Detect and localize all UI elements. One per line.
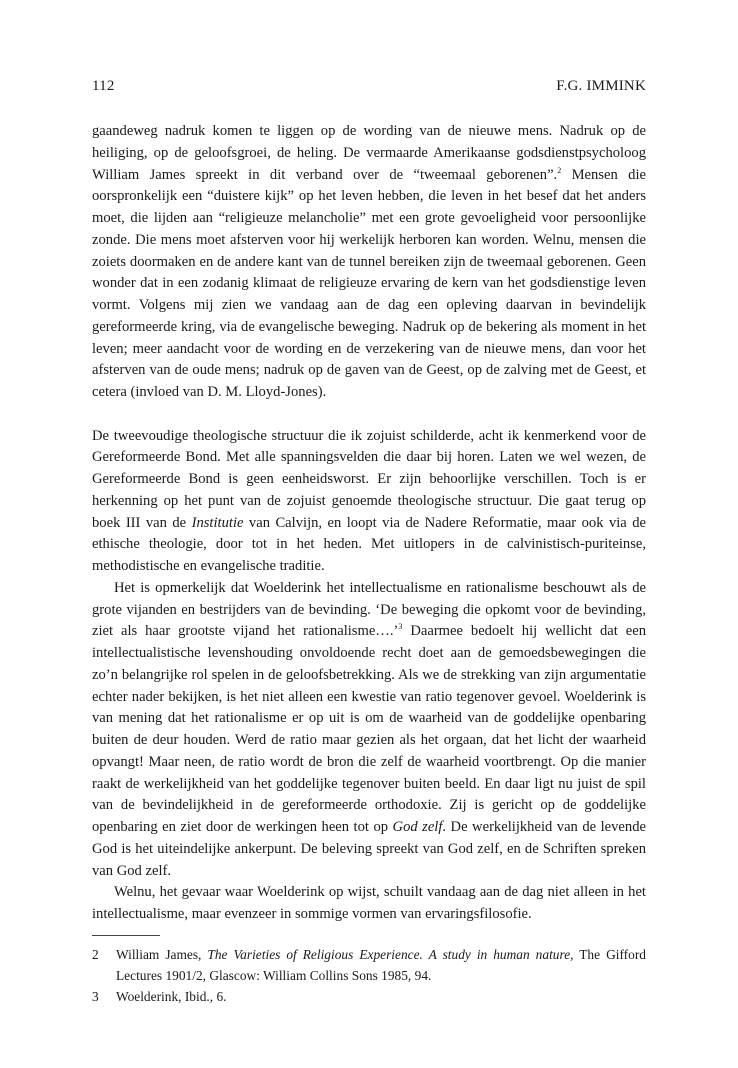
footnote-ref-3[interactable]: 3	[398, 622, 403, 632]
footnote-ref-2[interactable]: 2	[557, 165, 562, 175]
footnote-number: 3	[92, 989, 99, 1004]
italic-term: God zelf	[392, 819, 443, 835]
footnote-text: Woelderink, Ibid., 6.	[116, 989, 227, 1004]
running-head-author: F.G. IMMINK	[556, 78, 646, 94]
running-header	[92, 78, 646, 95]
body-text	[92, 121, 646, 926]
footnote-3	[92, 986, 646, 1007]
footnote-2	[92, 944, 646, 986]
footnote-text: William James, The Varieties of Religious Experience. A study in human nature, The Gifford Lectures 1901/2, Glascow: William Collins Sons 1985, 94.	[116, 947, 646, 983]
italic-term: Institutie	[191, 514, 244, 531]
footnote-number: 2	[92, 947, 99, 962]
footnote-separator	[92, 935, 160, 936]
footnotes	[92, 944, 646, 1007]
paragraph-2: De tweevoudige theologische structuur die ik zojuist schilderde, acht ik kenmerkend voor de Gereformeerde Bond. Met alle spanningsvelden die daar bij horen. Laten we wel wezen, de Gereformeerde Bond is geen eenheidsworst. Er zijn behoorlijke verschillen. Toch is er herkenning op het punt van de zojuist genoemde theologische structuur. Die gaat terug op boek III van de Institutie van Calvijn, en loopt via de Nadere Reformatie, maar ook via de ethische theologie, door tot in het heden. Met uitlopers in de calvinistisch-puriteinse, methodistische en evangelische traditie.	[92, 427, 646, 574]
page-number: 112	[92, 78, 115, 94]
paragraph-3: Het is opmerkelijk dat Woelderink het intellectualisme en rationalisme beschouwt als de grote vijanden en bestrijders van de bevinding. ‘De beweging die opkomt voor de bevinding, ziet als haar grootste vijand het rationalisme….’$^3$ Daarmee bedoelt hij wellicht dat een intellectualistische levenshouding onvoldoende recht doet aan de gemoedsbewegingen die zo’n belangrijke rol spelen in de geloofsbetrekking. Als we de strekking van zijn argumentatie echter nader bekijken, is het niet alleen een kwestie van ratio tegenover gevoel. Woelderink is van mening dat het rationalisme er op uit is om de waarheid van de goddelijke openbaring buiten de deur houden. Werd de ratio maar gezien als het orgaan, dat het licht der waarheid opvangt! Maar neen, de ratio wordt de bron die zelf de waarheid voortbrengt. Op die manier raakt de werkelijkheid van het goddelijke tegenover buiten beeld. En daar ligt nu juist de spil van de bevindelijkheid in de gereformeerde orthodoxie. Zij is gericht op de goddelijke openbaring en ziet door de werkingen heen tot op God zelf. De werkelijkheid van de levende God is het uiteindelijke ankerpunt. De beleving spreekt van God zelf, en de Schriften spreken van God zelf.	[92, 579, 646, 879]
paragraph-1: gaandeweg nadruk komen te liggen op de wording van de nieuwe mens. Nadruk op de heiliging, op de geloofsgroei, de heling. De vermaarde Amerikaanse godsdienstpsycholoog William James spreekt in dit verband over de “tweemaal geborenen”.$^2$ Mensen die oorspronkelijk een “duistere kijk” op het leven hebben, die leven in het besef dat het anders moet, die lijden aan “religieuze melancholie” met een grote gevoeligheid voor persoonlijke zonde. Die mens moet afsterven voor hij werkelijk herboren kan worden. Welnu, mensen die zoiets doormaken en de andere kant van de tunnel bereiken zijn de tweemaal geborenen. Geen wonder dat in een zodanig klimaat de religieuze ervaring de kern van het godsdienstige leven vormt. Volgens mij zien we vandaag aan de dag een opleving daarvan in bevindelijk gereformeerde kring, via de evangelische beweging. Nadruk op de bekering als moment in het leven; meer aandacht voor de wording en de verzekering van de nieuwe mens, dan voor het afsterven van de oude mens; nadruk op de gaven van de Geest, op de zalving met de Geest, et cetera (invloed van D. M. Lloyd-Jones).	[92, 123, 646, 400]
book-title: The Varieties of Religious Experience. A study in human nature	[207, 947, 571, 962]
paragraph-4: Welnu, het gevaar waar Woelderink op wijst, schuilt vandaag aan de dag niet alleen in het intellectualisme, maar evenzeer in sommige vormen van ervaringsfilosofie.	[92, 884, 646, 922]
